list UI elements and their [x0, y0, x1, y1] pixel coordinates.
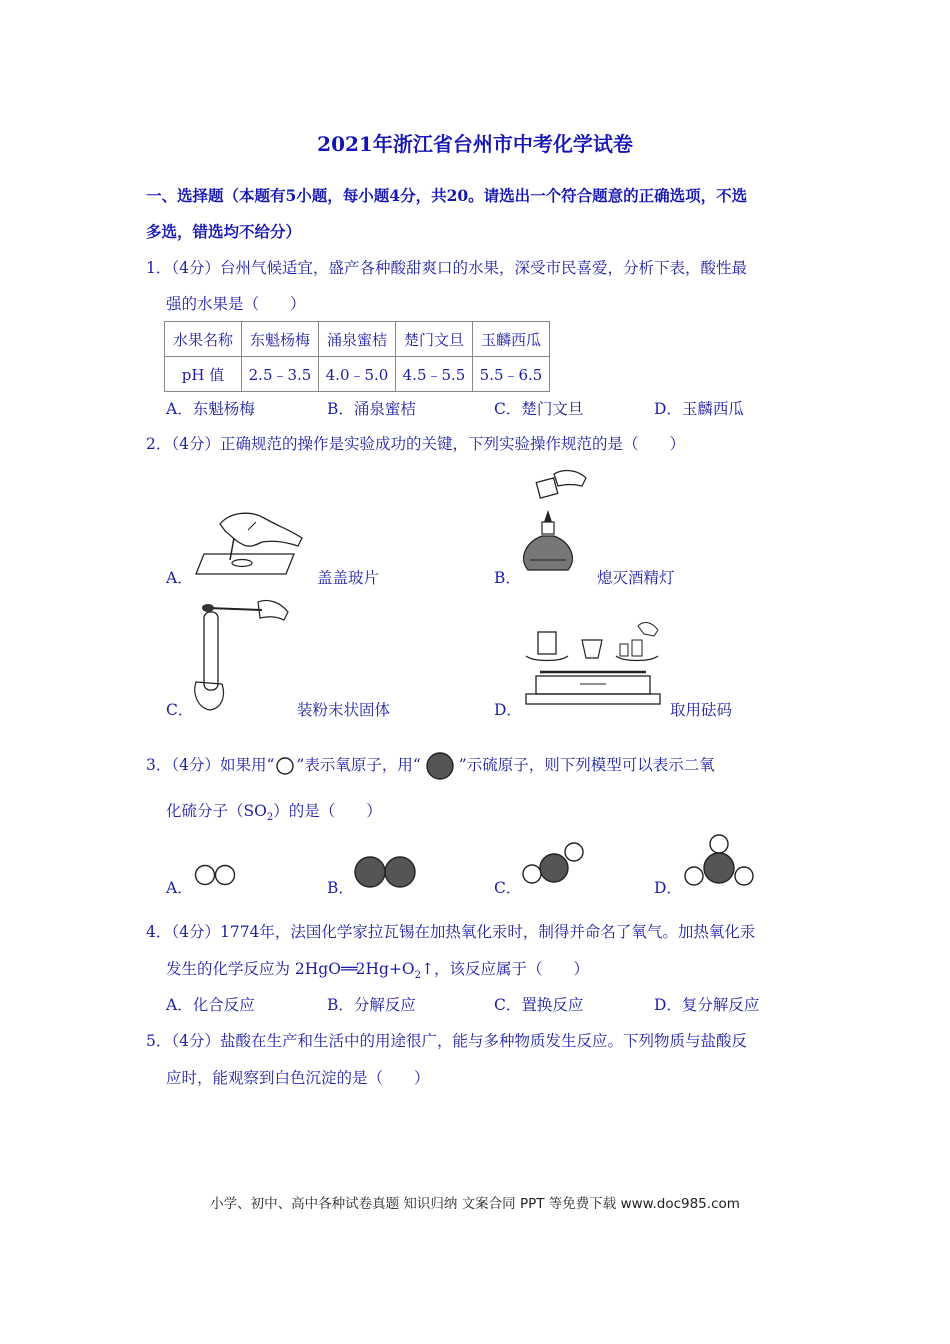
table-cell: 4.5﹣5.5: [396, 357, 473, 392]
q4-option-a[interactable]: A．化合反应: [166, 996, 255, 1014]
table-cell: 东魁杨梅: [242, 322, 319, 357]
q2-option-a-letter[interactable]: A．: [166, 569, 193, 587]
table-header-row: [165, 322, 550, 357]
q1-option-c[interactable]: C．楚门文旦: [494, 400, 584, 418]
q4-option-b[interactable]: B．分解反应: [327, 996, 416, 1014]
q1-option-b[interactable]: B．涌泉蜜桔: [327, 400, 416, 418]
section-heading-line2: 多选，错选均不给分）: [146, 222, 302, 241]
q2-option-c-caption: 装粉末状固体: [297, 701, 391, 719]
q3-line2-end: ）的是（ ）: [273, 802, 382, 820]
q3-stem-line1: [146, 751, 715, 781]
q1-option-d[interactable]: D．玉麟西瓜: [654, 400, 744, 418]
q1-stem-line1: 1．（4分）台州气候适宜，盛产各种酸甜爽口的水果，深受市民喜爱，分析下表，酸性最: [146, 259, 747, 277]
q3-option-b[interactable]: B．: [327, 879, 354, 897]
balance-illustration: [520, 616, 666, 712]
q3-option-c[interactable]: C．: [494, 879, 522, 897]
table-cell: 水果名称: [165, 322, 242, 357]
model-a-two-oxygen-icon: [192, 862, 240, 888]
q3-option-d[interactable]: D．: [654, 879, 682, 897]
q4-equation-left: 发生的化学反应为 2HgO: [166, 960, 341, 978]
q2-option-b-caption: 熄灭酒精灯: [597, 569, 675, 587]
sulfur-atom-icon: [421, 751, 459, 781]
q4-stem-line1: 4．（4分）1774年，法国化学家拉瓦锡在加热氧化汞时，制得并命名了氧气。加热氧化汞: [146, 923, 756, 941]
q1-option-a[interactable]: A．东魁杨梅: [166, 400, 255, 418]
q3-line2-text: 化硫分子（SO: [166, 802, 267, 820]
q4-equation-sign: ══: [340, 960, 356, 978]
q2-option-c-letter[interactable]: C．: [166, 701, 194, 719]
model-b-two-sulfur-icon: [352, 854, 420, 890]
table-row: [165, 357, 550, 392]
table-cell: 楚门文旦: [396, 322, 473, 357]
q4-subscript: 2: [414, 970, 421, 982]
q2-option-b-letter[interactable]: B．: [494, 569, 521, 587]
q3-stem-line2: [166, 799, 382, 823]
model-c-linear-so2-icon: [520, 840, 586, 890]
q5-stem-line1: 5．（4分）盐酸在生产和生活中的用途很广，能与多种物质发生反应。下列物质与盐酸反: [146, 1032, 747, 1050]
model-d-bent-so2-icon: [682, 832, 756, 890]
q2-option-a-caption: 盖盖玻片: [317, 569, 380, 587]
q3-subscript: 2: [266, 812, 274, 824]
q1-stem-line2: 强的水果是（ ）: [166, 295, 306, 313]
table-cell: 2.5﹣3.5: [242, 357, 319, 392]
page-title: 2021年浙江省台州市中考化学试卷: [317, 132, 633, 156]
cover-slip-illustration: [190, 502, 312, 582]
q2-stem: 2．（4分）正确规范的操作是实验成功的关键，下列实验操作规范的是（ ）: [146, 435, 685, 453]
q3-option-a[interactable]: A．: [166, 879, 193, 897]
table-cell: 4.0﹣5.0: [319, 357, 396, 392]
alcohol-lamp-illustration: [514, 462, 594, 582]
q4-line2-end: ↑，该反应属于（ ）: [420, 960, 589, 978]
oxygen-atom-icon: [274, 755, 296, 777]
q3-text-part3: ”示硫原子，则下列模型可以表示二氧: [458, 756, 715, 774]
q4-option-c[interactable]: C．置换反应: [494, 996, 584, 1014]
q2-option-d-caption: 取用砝码: [670, 701, 733, 719]
table-cell: 涌泉蜜桔: [319, 322, 396, 357]
q4-option-d[interactable]: D．复分解反应: [654, 996, 760, 1014]
powder-tube-illustration: [188, 598, 296, 714]
section-heading-line1: 一、选择题（本题有5小题，每小题4分，共20。请选出一个符合题意的正确选项，不选: [146, 186, 748, 205]
q3-text-part1: 3．（4分）如果用“: [146, 756, 275, 774]
table-cell: 玉麟西瓜: [473, 322, 550, 357]
q5-stem-line2: 应时，能观察到白色沉淀的是（ ）: [166, 1069, 430, 1087]
page-footer: 小学、初中、高中各种试卷真题 知识归纳 文案合同 PPT 等免费下载 www.doc985.com: [210, 1196, 740, 1212]
table-cell: pH 值: [165, 357, 242, 392]
q2-option-d-letter[interactable]: D．: [494, 701, 522, 719]
q3-text-part2: ”表示氧原子，用“: [296, 756, 421, 774]
q4-stem-line2: [166, 957, 589, 981]
q4-equation-right: 2Hg+O: [355, 960, 415, 978]
fruit-ph-table: [164, 321, 550, 392]
table-cell: 5.5﹣6.5: [473, 357, 550, 392]
